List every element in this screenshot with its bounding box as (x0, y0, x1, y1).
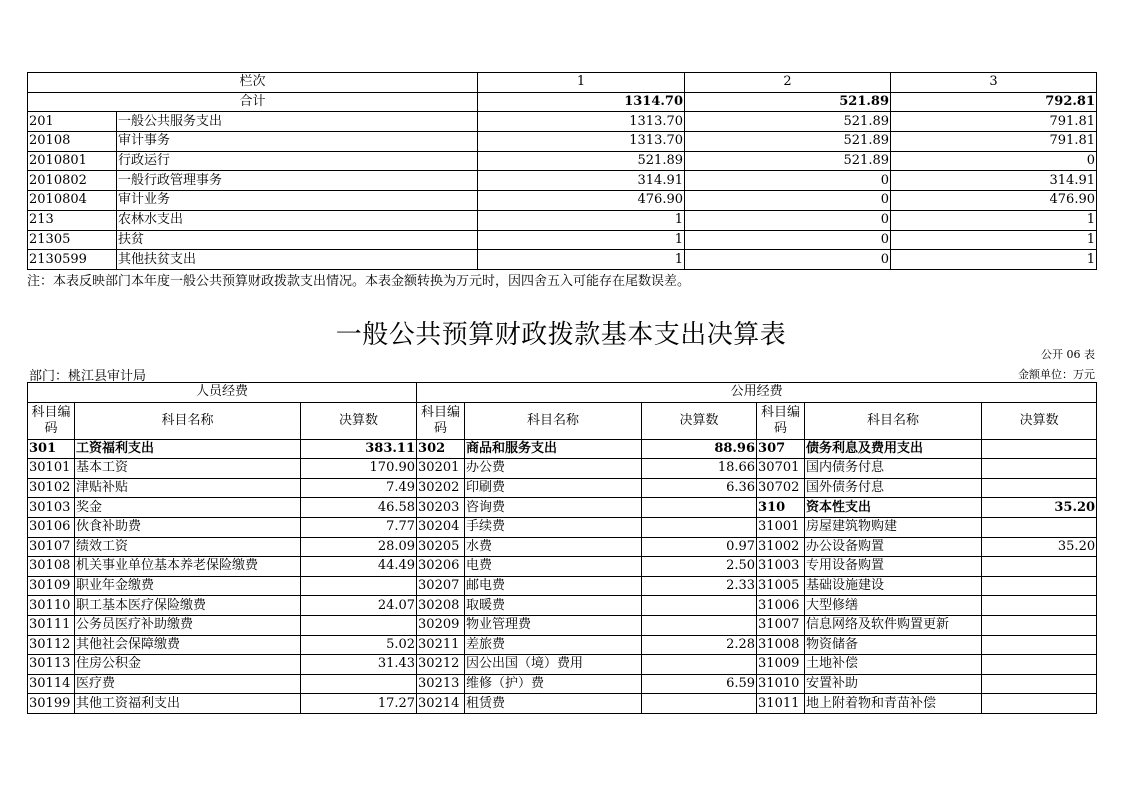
amount (982, 615, 1097, 635)
subject-code: 31001 (757, 517, 805, 537)
column-header-row (28, 402, 1097, 439)
table-row (28, 498, 1097, 518)
subject-name: 大型修缮 (805, 596, 982, 616)
subject-name: 一般行政管理事务 (117, 171, 478, 191)
amount (642, 517, 757, 537)
subject-name: 安置补助 (805, 674, 982, 694)
subject-name: 职工基本医疗保险缴费 (75, 596, 301, 616)
subject-code: 307 (757, 439, 805, 459)
column-index-label: 栏次 (28, 73, 478, 93)
total-col2: 521.89 (685, 92, 891, 112)
amount: 88.96 (642, 439, 757, 459)
subject-code: 302 (417, 439, 465, 459)
amount (642, 615, 757, 635)
subject-name: 印刷费 (465, 478, 642, 498)
amount-col2: 0 (685, 171, 891, 191)
amount (982, 694, 1097, 714)
fiscal-expenditure-summary-table (27, 72, 1097, 270)
subject-name: 国内债务付息 (805, 459, 982, 479)
amount (982, 459, 1097, 479)
subject-code: 2010802 (28, 171, 117, 191)
subject-code: 2010804 (28, 191, 117, 211)
amount-col3: 1 (891, 210, 1097, 230)
column-index-row (28, 73, 1097, 93)
table-row (28, 655, 1097, 675)
subject-name: 租赁费 (465, 694, 642, 714)
col-header-name: 科目名称 (805, 402, 982, 439)
table-row (28, 596, 1097, 616)
subject-name: 债务利息及费用支出 (805, 439, 982, 459)
amount-col2: 0 (685, 230, 891, 250)
subject-code: 31007 (757, 615, 805, 635)
subject-name: 取暖费 (465, 596, 642, 616)
subject-name: 土地补偿 (805, 655, 982, 675)
amount (642, 655, 757, 675)
amount-col1: 476.90 (478, 191, 685, 211)
amount-col3: 791.81 (891, 132, 1097, 152)
subject-code: 30112 (28, 635, 75, 655)
subject-name: 工资福利支出 (75, 439, 301, 459)
subject-name: 办公费 (465, 459, 642, 479)
amount: 44.49 (301, 557, 417, 577)
table-row (28, 439, 1097, 459)
table-row (28, 250, 1097, 270)
table-row (28, 615, 1097, 635)
subject-code: 31009 (757, 655, 805, 675)
subject-code: 31006 (757, 596, 805, 616)
col-header-code: 科目编码 (28, 402, 75, 439)
subject-code: 2010801 (28, 151, 117, 171)
amount (982, 478, 1097, 498)
amount-col2: 0 (685, 191, 891, 211)
amount-col1: 1 (478, 230, 685, 250)
amount (642, 694, 757, 714)
subject-code: 301 (28, 439, 75, 459)
column-index-3: 3 (891, 73, 1097, 93)
subject-code: 30109 (28, 576, 75, 596)
table-row (28, 459, 1097, 479)
table-row (28, 635, 1097, 655)
amount (301, 615, 417, 635)
amount-col3: 1 (891, 250, 1097, 270)
column-index-1: 1 (478, 73, 685, 93)
subject-code: 30107 (28, 537, 75, 557)
subject-code: 30207 (417, 576, 465, 596)
amount: 2.33 (642, 576, 757, 596)
subject-name: 商品和服务支出 (465, 439, 642, 459)
amount (982, 674, 1097, 694)
subject-name: 一般公共服务支出 (117, 112, 478, 132)
amount-col1: 1313.70 (478, 112, 685, 132)
subject-name: 住房公积金 (75, 655, 301, 675)
col-header-amount: 决算数 (982, 402, 1097, 439)
subject-name: 农林水支出 (117, 210, 478, 230)
amount (982, 576, 1097, 596)
subject-name: 地上附着物和青苗补偿 (805, 694, 982, 714)
subject-name: 物资储备 (805, 635, 982, 655)
subject-code: 30102 (28, 478, 75, 498)
col-header-code: 科目编码 (417, 402, 465, 439)
amount-col3: 791.81 (891, 112, 1097, 132)
subject-name: 扶贫 (117, 230, 478, 250)
subject-name: 机关事业单位基本养老保险缴费 (75, 557, 301, 577)
amount: 17.27 (301, 694, 417, 714)
table-row (28, 132, 1097, 152)
subject-name: 基本工资 (75, 459, 301, 479)
table-row (28, 112, 1097, 132)
subject-code: 30702 (757, 478, 805, 498)
table-row (28, 694, 1097, 714)
table-row (28, 171, 1097, 191)
amount-col2: 521.89 (685, 132, 891, 152)
subject-name: 其他扶贫支出 (117, 250, 478, 270)
amount-col1: 1313.70 (478, 132, 685, 152)
amount: 170.90 (301, 459, 417, 479)
subject-code: 31003 (757, 557, 805, 577)
amount (982, 517, 1097, 537)
subject-name: 维修（护）费 (465, 674, 642, 694)
table-row (28, 210, 1097, 230)
amount-col1: 1 (478, 250, 685, 270)
subject-code: 30103 (28, 498, 75, 518)
table-row (28, 576, 1097, 596)
subject-name: 审计业务 (117, 191, 478, 211)
subject-code: 21305 (28, 230, 117, 250)
table-note: 注：本表反映部门本年度一般公共预算财政拨款支出情况。本表金额转换为万元时，因四舍五入可能存在尾数误差。 (27, 274, 691, 289)
amount-col1: 314.91 (478, 171, 685, 191)
subject-code: 30110 (28, 596, 75, 616)
amount-col1: 1 (478, 210, 685, 230)
amount (642, 498, 757, 518)
subject-code: 30108 (28, 557, 75, 577)
subject-name: 邮电费 (465, 576, 642, 596)
subject-name: 伙食补助费 (75, 517, 301, 537)
subject-code: 30201 (417, 459, 465, 479)
table-row (28, 537, 1097, 557)
amount: 5.02 (301, 635, 417, 655)
amount-col2: 0 (685, 210, 891, 230)
table-row (28, 230, 1097, 250)
col-header-name: 科目名称 (75, 402, 301, 439)
subject-name: 咨询费 (465, 498, 642, 518)
amount: 46.58 (301, 498, 417, 518)
subject-name: 医疗费 (75, 674, 301, 694)
total-col3: 792.81 (891, 92, 1097, 112)
subject-code: 30701 (757, 459, 805, 479)
total-label: 合计 (28, 92, 478, 112)
report-number: 公开 06 表 (1041, 348, 1095, 361)
basic-expenditure-table (27, 382, 1097, 714)
amount (982, 655, 1097, 675)
subject-name: 水费 (465, 537, 642, 557)
subject-code: 30208 (417, 596, 465, 616)
amount: 6.59 (642, 674, 757, 694)
amount-col3: 314.91 (891, 171, 1097, 191)
amount: 7.49 (301, 478, 417, 498)
subject-code: 31010 (757, 674, 805, 694)
subject-name: 专用设备购置 (805, 557, 982, 577)
table-row (28, 478, 1097, 498)
amount-col3: 476.90 (891, 191, 1097, 211)
public-expense-header: 公用经费 (417, 383, 1097, 403)
table-row (28, 191, 1097, 211)
subject-name: 手续费 (465, 517, 642, 537)
subject-code: 201 (28, 112, 117, 132)
subject-code: 30199 (28, 694, 75, 714)
amount-col2: 0 (685, 250, 891, 270)
subject-code: 30101 (28, 459, 75, 479)
table-row (28, 674, 1097, 694)
subject-code: 30205 (417, 537, 465, 557)
subject-code: 30111 (28, 615, 75, 635)
department-label: 部门：桃江县审计局 (29, 369, 147, 384)
amount: 0.97 (642, 537, 757, 557)
total-row (28, 92, 1097, 112)
subject-name: 电费 (465, 557, 642, 577)
table-row (28, 517, 1097, 537)
amount: 24.07 (301, 596, 417, 616)
amount: 35.20 (982, 498, 1097, 518)
amount-col2: 521.89 (685, 151, 891, 171)
amount-col3: 1 (891, 230, 1097, 250)
subject-name: 公务员医疗补助缴费 (75, 615, 301, 635)
subject-name: 基础设施建设 (805, 576, 982, 596)
amount: 7.77 (301, 517, 417, 537)
subject-code: 30206 (417, 557, 465, 577)
group-header-row (28, 383, 1097, 403)
amount: 18.66 (642, 459, 757, 479)
table-row (28, 151, 1097, 171)
column-index-2: 2 (685, 73, 891, 93)
subject-name: 其他工资福利支出 (75, 694, 301, 714)
subject-code: 310 (757, 498, 805, 518)
page-title: 一般公共预算财政拨款基本支出决算表 (335, 320, 787, 350)
col-header-amount: 决算数 (301, 402, 417, 439)
amount (982, 557, 1097, 577)
amount-col1: 521.89 (478, 151, 685, 171)
subject-code: 30204 (417, 517, 465, 537)
subject-name: 职业年金缴费 (75, 576, 301, 596)
subject-name: 奖金 (75, 498, 301, 518)
amount-col2: 521.89 (685, 112, 891, 132)
subject-name: 资本性支出 (805, 498, 982, 518)
subject-name: 物业管理费 (465, 615, 642, 635)
subject-code: 30106 (28, 517, 75, 537)
amount: 35.20 (982, 537, 1097, 557)
subject-code: 30213 (417, 674, 465, 694)
total-col1: 1314.70 (478, 92, 685, 112)
subject-code: 30202 (417, 478, 465, 498)
amount (301, 576, 417, 596)
subject-code: 30211 (417, 635, 465, 655)
subject-name: 津贴补贴 (75, 478, 301, 498)
personnel-expense-header: 人员经费 (28, 383, 417, 403)
amount: 2.50 (642, 557, 757, 577)
subject-code: 30114 (28, 674, 75, 694)
subject-name: 办公设备购置 (805, 537, 982, 557)
subject-code: 31005 (757, 576, 805, 596)
subject-code: 30212 (417, 655, 465, 675)
subject-name: 房屋建筑物购建 (805, 517, 982, 537)
subject-code: 31008 (757, 635, 805, 655)
subject-name: 绩效工资 (75, 537, 301, 557)
subject-name: 差旅费 (465, 635, 642, 655)
subject-code: 31002 (757, 537, 805, 557)
subject-name: 信息网络及软件购置更新 (805, 615, 982, 635)
amount (301, 674, 417, 694)
subject-code: 30209 (417, 615, 465, 635)
subject-name: 审计事务 (117, 132, 478, 152)
amount: 383.11 (301, 439, 417, 459)
subject-code: 213 (28, 210, 117, 230)
subject-code: 30113 (28, 655, 75, 675)
amount (982, 439, 1097, 459)
table-row (28, 557, 1097, 577)
amount-col3: 0 (891, 151, 1097, 171)
amount: 28.09 (301, 537, 417, 557)
amount: 2.28 (642, 635, 757, 655)
col-header-name: 科目名称 (465, 402, 642, 439)
amount: 6.36 (642, 478, 757, 498)
subject-name: 其他社会保障缴费 (75, 635, 301, 655)
col-header-amount: 决算数 (642, 402, 757, 439)
amount (982, 635, 1097, 655)
amount: 31.43 (301, 655, 417, 675)
subject-name: 行政运行 (117, 151, 478, 171)
subject-code: 30214 (417, 694, 465, 714)
subject-code: 30203 (417, 498, 465, 518)
subject-code: 2130599 (28, 250, 117, 270)
subject-code: 20108 (28, 132, 117, 152)
subject-name: 国外债务付息 (805, 478, 982, 498)
subject-code: 31011 (757, 694, 805, 714)
col-header-code: 科目编码 (757, 402, 805, 439)
amount (642, 596, 757, 616)
subject-name: 因公出国（境）费用 (465, 655, 642, 675)
amount-unit-label: 金额单位：万元 (1018, 368, 1095, 381)
amount (982, 596, 1097, 616)
